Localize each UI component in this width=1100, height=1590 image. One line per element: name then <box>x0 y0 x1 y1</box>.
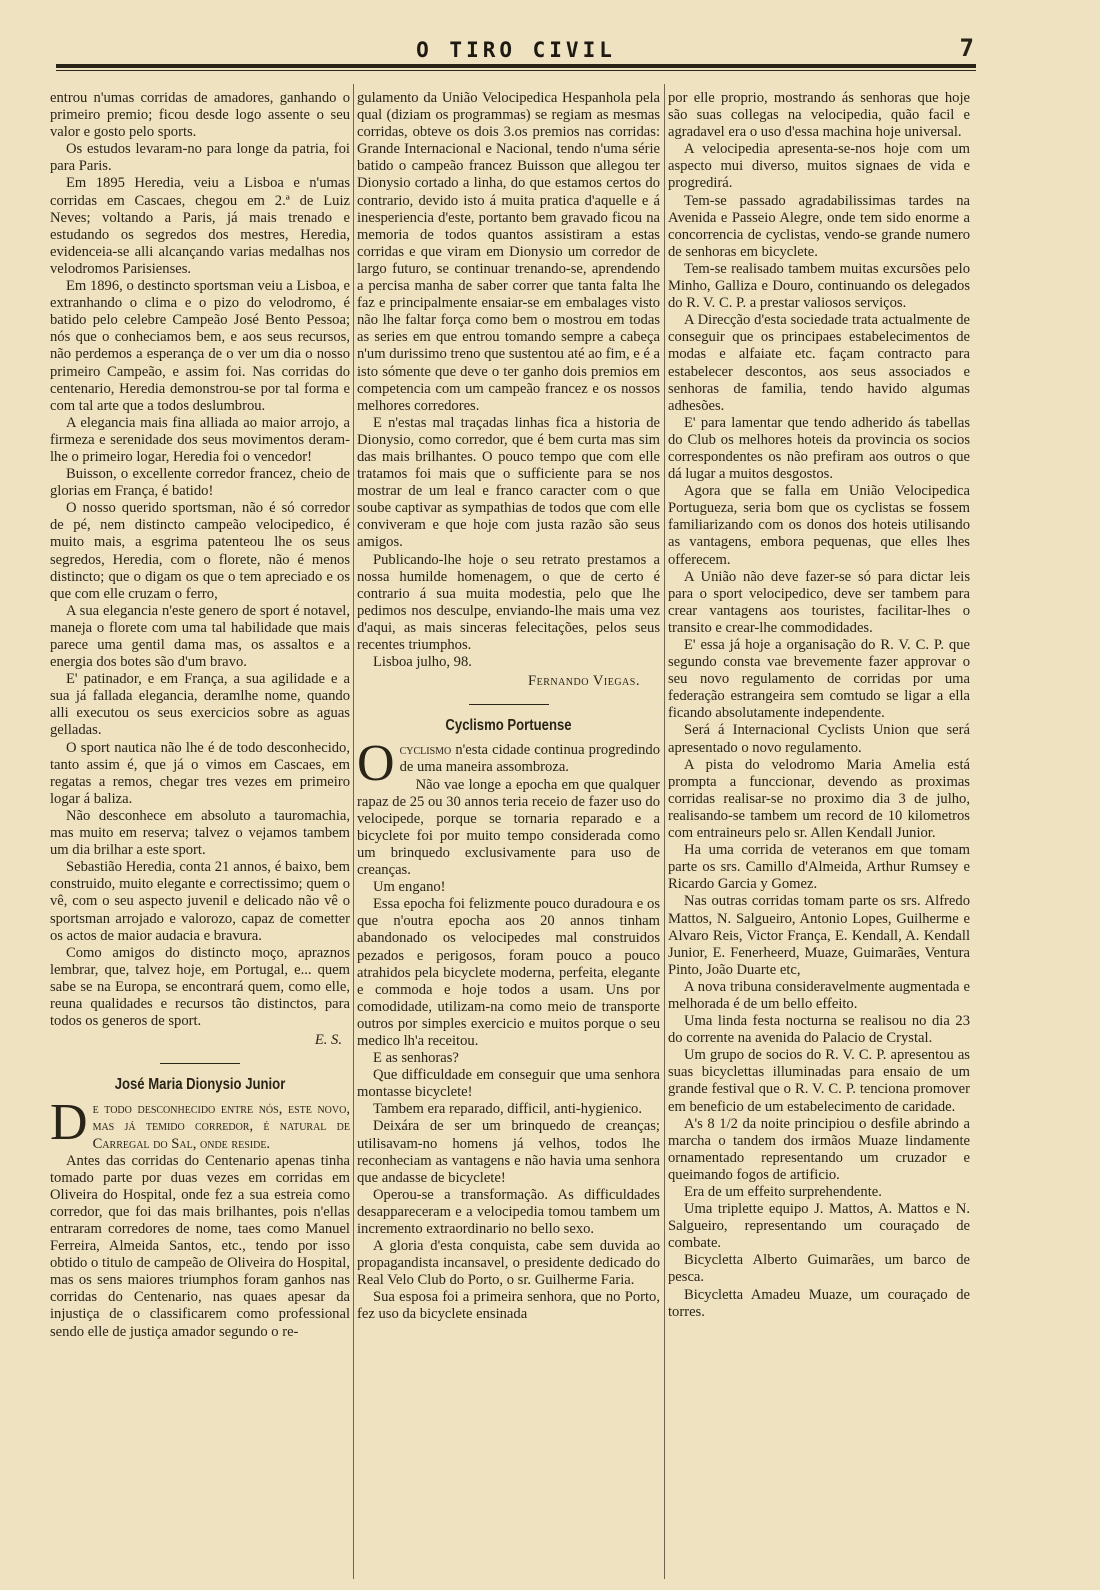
paragraph: Que difficuldade em conseguir que uma senhora montasse bicyclete! <box>357 1067 660 1101</box>
paragraph: O sport nautica não lhe é de todo desconhecido, tanto assim é, que já o vimos em Cascaes, em regatas a remos, chegar tres vezes em primeiro logar á baliza. <box>50 739 350 807</box>
paragraph: entrou n'umas corridas de amadores, ganhando o primeiro premio; ficou desde logo assente o seu valor e gosto pelo sports. <box>50 90 350 141</box>
paragraph: Bicycletta Alberto Guimarães, um barco de pesca. <box>668 1252 970 1286</box>
page-header <box>56 34 976 74</box>
article-lead <box>50 1094 350 1152</box>
paragraph: Era de um effeito surprehendente. <box>684 1184 882 1200</box>
paragraph: Será á Internacional Cyclists Union que será apresentado o novo regulamento. <box>668 722 970 756</box>
paragraph: A União não deve fazer-se só para dictar leis para o sport velocipedico, deve ser tambem para crear vantagens aos touristes, facilitar-lhes o transito e crear-lhe commodidades. <box>668 568 970 636</box>
paragraph: A sua elegancia n'este genero de sport é notavel, maneja o florete com uma tal habilidade que mais parece uma gentil dama mas, os assaltos e a energia dos botes são d'um bravo. <box>50 602 350 671</box>
paragraph: A velocipedia apresenta-se-nos hoje com um aspecto mui diverso, muitos signaes de vida e progredirá. <box>668 141 970 192</box>
header-rule-thick <box>56 64 976 68</box>
paragraph: Em 1896, o destincto sportsman veiu a Lisboa, e extranhando o clima e o pizo do velodromo, é batido pelo celebre Campeão José Bento Pessoa; nós que o conheciamos bem, e aos seus recursos, não perdemos a esperança de o ver um dia o nosso primeiro Campeão, e assim foi. Nas corridas do centenario, Heredia demonstrou-se por tal forma e com tal arte que a todos deslumbrou. <box>50 278 350 414</box>
paragraph: Nas outras corridas tomam parte os srs. Alfredo Mattos, N. Salgueiro, Antonio Lopes, Guilherme e Alvaro Reis, Victor França, E. Kendall, A. Kendall Junior, E. Fenerheerd, Muaze, Guimarães, Ventura Pinto, João Duarte etc, <box>668 893 970 978</box>
paragraph: Essa epocha foi felizmente pouco duradoura e os que n'outra epocha aos 20 annos tinham abandonado os velocipedes mal construidos pezados e perigosos, foram pouco a pouco atrahidos pela bicyclete moderna, perfeita, elegante e commoda e hoje todos a usam. Uns por comodidade, utilizam-na como meio de transporte outros por simples exercicio e muitos porque o seu medico lh'a receitou. <box>357 896 660 1049</box>
paragraph: Deixára de ser um brinquedo de creanças; utilisavam-no homens já velhos, todos lhe reconheciam as vantagens e não havia uma senhora que andasse de bicyclete! <box>357 1118 660 1186</box>
paragraph: Não desconhece em absoluto a tauromachia, mas muito em reserva; talvez o vejamos tambem um dia brilhar a este sport. <box>50 807 350 859</box>
paragraph: Tem-se realisado tambem muitas excursões pelo Minho, Galliza e Douro, continuando os delegados do R. V. C. P. a prestar valiosos serviços. <box>668 260 970 312</box>
paragraph: Um engano! <box>373 879 446 896</box>
signature: Fernando Viegas. <box>527 673 640 690</box>
paragraph: E as senhoras? <box>373 1050 459 1067</box>
paragraph: Tambem era reparado, difficil, anti-hygienico. <box>373 1101 642 1118</box>
paragraph: Um grupo de socios do R. V. C. P. apresentou as suas bicyclettas illuminadas para ensaio de um grande festival que o R. V. C. P. tenciona promover em beneficio de um estabelecimento de caridade. <box>668 1047 970 1115</box>
paragraph: gulamento da União Velocipedica Hespanhola pela qual (diziam os programmas) se regiam as mesmas corridas, obteve os dois 3.os premios nas corridas: Grande Internacional e Nacional, tendo n'uma série batido o campeão francez Buisson que allegou ter Dionysio cortado a linha, do que estamos certos do contrario, devido isto á muita pratica d'aquelle e á inesperiencia d'este, portanto bem gravado ficou na memoria de todos quantos assistiram a estas corridas e que viram em Dionysio um corredor de largo futuro, se continuar trenando-se, aprendendo a percisa manha de saber correr que tanta falta lhe faz e principalmente ensaiar-se em embalages visto não lhe faltar força como bem o mostrou em todas as series em que entrou tomando sempre a cabeça n'um durissimo treno que sustentou até ao fim, e é a isto sómente que deve o ter ganho dois premios em competencia com um campeão francez e os nossos melhores corredores. <box>357 90 660 414</box>
paragraph: Bicycletta Amadeu Muaze, um couraçado de torres. <box>668 1286 970 1320</box>
paragraph: E' patinador, e em França, a sua agilidade e a sua já fallada elegancia, deramlhe nome, quando alli executou os seus exercicios sobre as aguas gelladas. <box>50 671 350 739</box>
paragraph: Publicando-lhe hoje o seu retrato prestamos a nossa humilde homenagem, o que de certo é contrario á sua muita modestia, pelo que lhe pedimos nos desculpe, enviando-lhe mais uma vez d'aqui, as mais sinceras felecitações, pelos seus recentes triumphos. <box>357 551 660 653</box>
column-divider-2 <box>664 84 665 1579</box>
paragraph: Tem-se passado agradabilissimas tardes na Avenida e Passeio Alegre, onde tem sido enorme a concorrencia de cyclistas, vendo-se grande numero de senhoras em bicyclete. <box>668 192 970 260</box>
lead-text: e todo desconhecido entre nós, este novo, mas já temido corredor, é natural de Carregal do Sal, onde reside. <box>92 1101 350 1152</box>
paragraph: Sua esposa foi a primeira senhora, que no Porto, fez uso da bicyclete ensinada <box>357 1289 660 1323</box>
paragraph: O nosso querido sportsman, não é só corredor de pé, nem distincto campeão velocipedico, é muito mais, a esgrima patenteou lhe os seus segredos, Heredia, com o florete, não é menos distincto; que o digam os que o tem apreciado e os que com elle cruzam o ferro, <box>50 500 350 602</box>
article-title: José Maria Dionysio Junior <box>114 1076 286 1094</box>
paragraph: Os estudos levaram-no para longe da patria, foi para Paris. <box>50 141 350 175</box>
paragraph: A Direcção d'esta sociedade trata actualmente de conseguir que os principaes estabelecimentos de modas e alfaiate etc. façam contracto para estabelecer descontos, aos seus associados e senhoras de familia, tendo havido algumas adhesões. <box>668 312 970 414</box>
paragraph: E n'estas mal traçadas linhas fica a historia de Dionysio, como corredor, que é bem curta mas sim das mais brilhantes. O pouco tempo que com elle tratamos foi mais que o sufficiente para se nos mostrar de um leal e franco caracter com o que soube captivar as sympathias de todos que com elle conviveram e que hoje com justa razão são seus amigos. <box>357 414 660 551</box>
drop-cap: O <box>357 735 395 793</box>
paragraph: A pista do velodromo Maria Amelia está prompta a funccionar, devendo as proximas corridas realisar-se no proximo dia 3 de julho, realisando-se tambem um record de 10 kilometros com entraineurs pelo sr. Allen Kendall Junior. <box>668 756 970 842</box>
column-divider-1 <box>353 84 354 1579</box>
paragraph: Ha uma corrida de veteranos em que tomam parte os srs. Camillo d'Almeida, Arthur Rumsey e Ricardo Garcia y Gomez. <box>668 842 970 893</box>
paragraph: Antes das corridas do Centenario apenas tinha tomado parte por duas vezes em corridas em Oliveira do Hospital, onde fez a sua estreia como corredor, que foi das mais brilhantes, pois n'ellas entraram corredores de nome, taes como Manuel Ferreira, Almeida Santos, etc., tendo por isso obtido o titulo de campeão de Oliveira do Hospital, mas os sens maiores triumphos foram ganhos nas corridas do Centenario, nas quaes apesar da injustiça de o classificarem como professional sendo elle de justiça amador segundo o re- <box>50 1152 350 1340</box>
paragraph: Agora que se falla em União Velocipedica Portugueza, seria bom que os cyclistas se fossem familiarizando com os donos dos hoteis utilisando as vantagens, embora pequenas, que elles lhes offerecem. <box>668 483 970 568</box>
column-3 <box>668 90 970 1580</box>
paragraph: A's 8 1/2 da noite principiou o desfile abrindo a marcha o tandem dos irmãos Muaze lindamente ornamentado representando um cruzador e queimando fogos de artificio. <box>668 1115 970 1183</box>
page-number: 7 <box>959 34 974 62</box>
paragraph: Sebastião Heredia, conta 21 annos, é baixo, bem construido, muito elegante e correctissimo; quem o vê, com o seu aspecto juvenil e delicado não vê o sportsman arrojado e valorozo, capaz de cometter os actos de maior audacia e bravura. <box>50 859 350 944</box>
paragraph: Em 1895 Heredia, veiu a Lisboa e n'umas corridas em Cascaes, chegou em 2.ª de Luiz Neves; voltando a Paris, já mais trenado e estudando os segredos dos mestres, Heredia, evidenceia-se alli alcançando varias medalhas nos velodromos Parisienses. <box>50 175 350 277</box>
paragraph: Buisson, o excellente corredor francez, cheio de glorias em França, é batido! <box>50 466 350 500</box>
paragraph: Lisboa julho, 98. <box>373 654 472 671</box>
paragraph: A gloria d'esta conquista, cabe sem duvida ao propagandista incansavel, o presidente dedicado do Real Velo Club do Porto, o sr. Guilherme Faria. <box>357 1238 660 1289</box>
column-1 <box>50 90 350 1580</box>
drop-cap: D <box>50 1094 88 1152</box>
paragraph: E' para lamentar que tendo adherido ás tabellas do Club os melhores hoteis da provincia os socios correspondentes os não prefiram aos outros o que dá lugar a muitos desgostos. <box>668 414 970 483</box>
paragraph: E' essa já hoje a organisação do R. V. C. P. que segundo consta vae brevemente fazer approvar o seu novo regulamento de corridas por uma federação estrangeira sem comtudo se ligar a ella ficando absolutamente independente. <box>668 637 970 722</box>
paragraph: Não vae longe a epocha em que qualquer rapaz de 25 ou 30 annos teria receio de fazer uso do velocipede, porque se tornaria reparado e a bicyclete foi por muito tempo considerada como um brinquedo exclusivamente para uso de creanças. <box>357 776 660 879</box>
article-divider <box>469 704 549 705</box>
lead-text: n'esta cidade continua progredindo de uma maneira assombroza. <box>399 742 660 776</box>
paragraph: por elle proprio, mostrando ás senhoras que hoje são suas collegas na velocipedia, quão facil e agradavel era o uso d'essa machina hoje universal. <box>668 90 970 141</box>
article-divider <box>160 1063 240 1064</box>
newspaper-title: O TIRO CIVIL <box>416 38 616 62</box>
signature: E. S. <box>314 1032 342 1049</box>
article-lead <box>357 735 660 793</box>
lead-word: cyclismo <box>399 742 452 759</box>
paragraph: Uma linda festa nocturna se realisou no dia 23 do corrente na avenida do Palacio de Crystal. <box>668 1013 970 1047</box>
paragraph: Como amigos do distincto moço, apraznos lembrar, que, talvez hoje, em Portugal, e... quem sabe se na Europa, se encontrará quem, como elle, reuna qualidades e recursos tão distinctos, para todos os generos de sport. <box>50 944 350 1030</box>
paragraph: A nova tribuna consideravelmente augmentada e melhorada é de um bello effeito. <box>668 978 970 1012</box>
header-rule-thin <box>56 70 976 71</box>
paragraph: Uma triplette equipo J. Mattos, A. Mattos e N. Salgueiro, representando um couraçado de combate. <box>668 1201 970 1252</box>
paragraph: A elegancia mais fina alliada ao maior arrojo, a firmeza e serenidade dos seus movimentos deram-lhe o primeiro logar, Heredia foi o vencedor! <box>50 414 350 465</box>
column-2 <box>357 90 660 1580</box>
article-title: Cyclismo Portuense <box>445 717 572 735</box>
paragraph: Operou-se a transformação. As difficuldades desappareceram e a velocipedia tomou tambem um incremento extraordinario no bello sexo. <box>357 1186 660 1237</box>
